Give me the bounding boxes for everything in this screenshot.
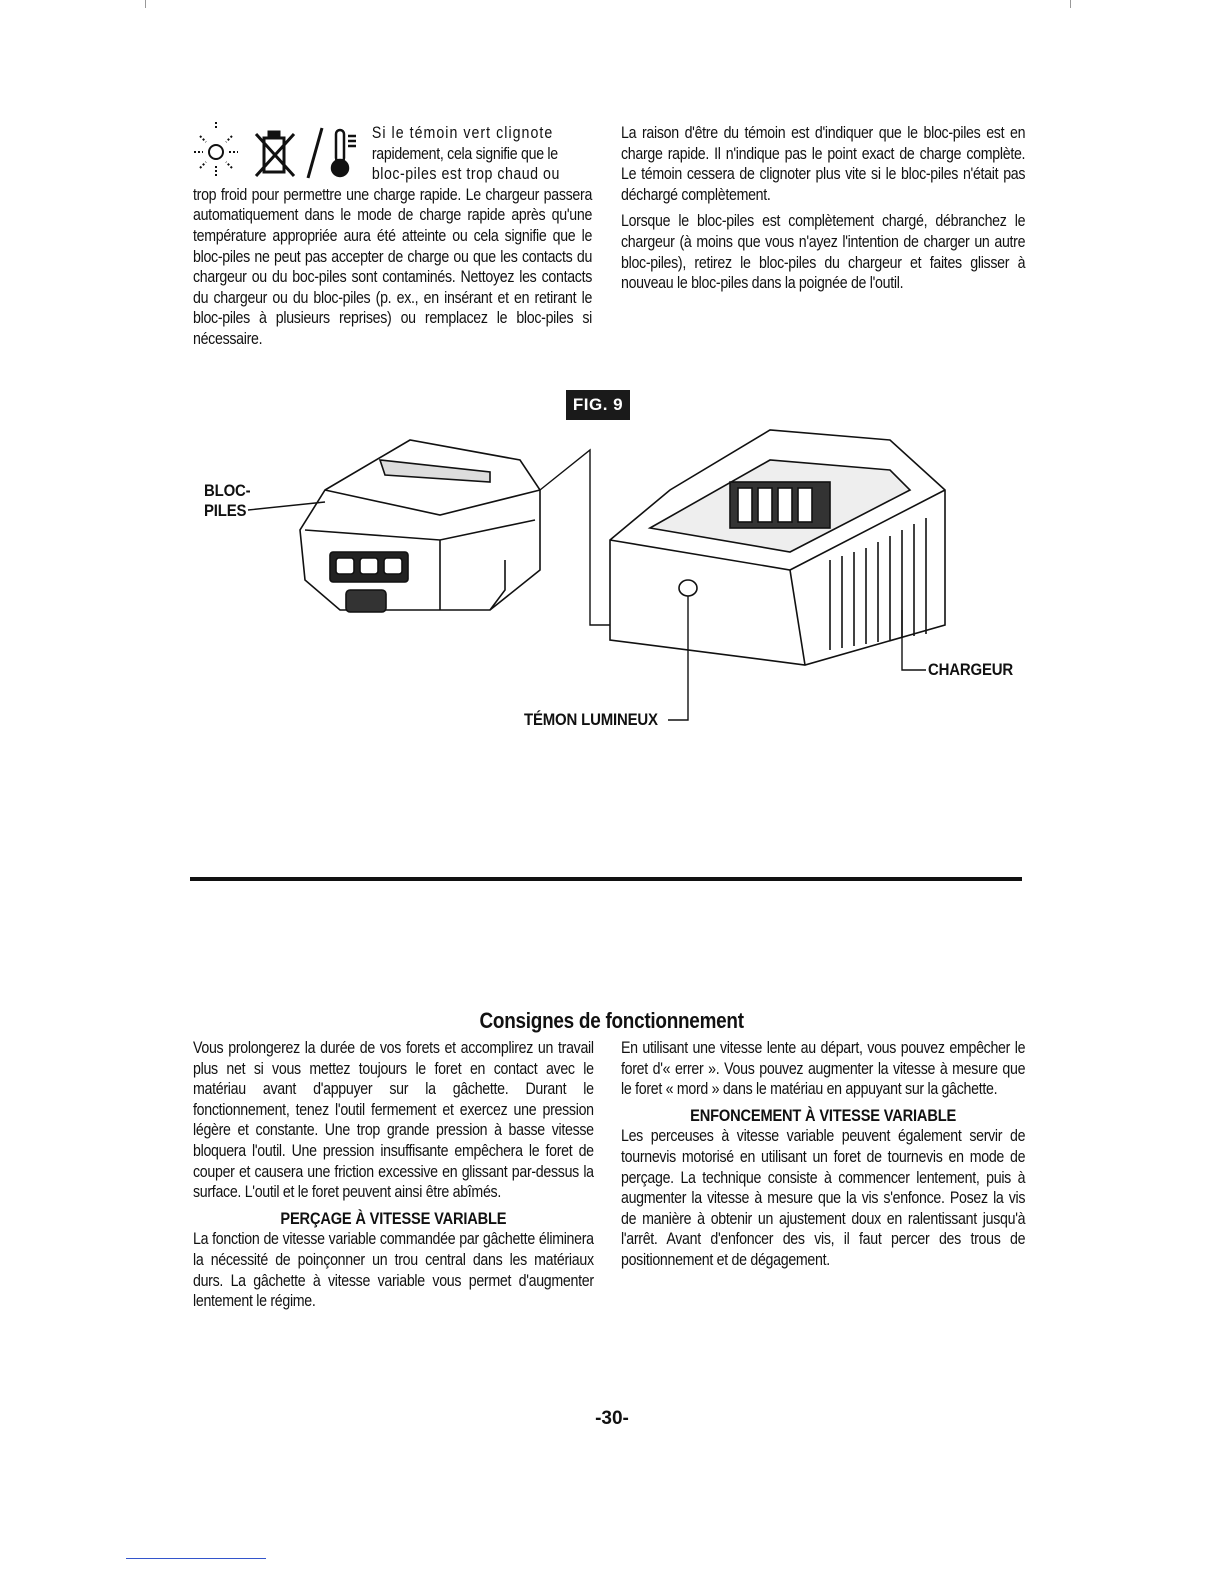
variable-speed-driving-heading: ENFONCEMENT À VITESSE VARIABLE (690, 1105, 957, 1125)
indicator-light-label: TÉMON LUMINEUX (524, 710, 658, 729)
bottom-left-column (193, 1038, 594, 1318)
variable-speed-driving-paragraph: Les perceuses à vitesse variable peuvent également servir de tournevis motorisé en utilisant un foret de tournevis en mode de perçage. La technique consiste à commencer lentement, puis à augmenter la vitesse à mesure que la vis s'enfonce. Posez la vis de manière à obtenir un ajustement doux en ralentissant jusqu'à l'arrêt. Avant d'enfoncer des vis, il faut percer des trous de positionnement et de dégagement. (621, 1127, 1026, 1269)
battery-label-1: BLOC- (204, 481, 251, 500)
battery-pack-drawing (300, 440, 540, 612)
crop-mark-left (145, 0, 146, 8)
warning-paragraph (193, 123, 592, 350)
warning-line-1: Si le témoin vert clignote (371, 124, 554, 142)
section-title-text: Consignes de fonctionnement (479, 1008, 745, 1033)
charger-label: CHARGEUR (928, 660, 1014, 679)
warning-line-3: bloc-piles est trop chaud ou (371, 165, 560, 184)
variable-speed-drilling-heading: PERÇAGE À VITESSE VARIABLE (280, 1208, 507, 1228)
bottom-right-column (621, 1038, 1025, 1277)
operation-paragraph: Vous prolongerez la durée de vos forets et accomplirez un travail plus net si vous mettez toujours le foret en contact avec le matériau avant d'appuyer sur la gâchette. Durant le fonctionnement, tenez l'outil fermement et exercez une pression légère et constante. Une trop grande pression à basse vitesse bloquera l'outil. Une pression insuffisante empêchera le foret de couper et causera une friction excessive en glissant par-dessus la surface. L'outil et le foret peuvent ainsi être abîmés. (193, 1039, 594, 1202)
crop-mark-right (1070, 0, 1071, 8)
figure-badge: FIG. 9 (566, 390, 630, 420)
section-divider (190, 877, 1022, 881)
indicator-light-icon (679, 580, 697, 596)
charger-drawing (610, 430, 945, 665)
indicator-paragraph: La raison d'être du témoin est d'indiquer que le bloc-piles est en charge rapide. Il n'indique pas le point exact de charge complète. Le témoin cessera de clignoter plus vite si le bloc-piles n'était pas déchargé complètement. (621, 124, 1026, 204)
page-number: -30- (595, 1408, 629, 1429)
top-right-column (621, 123, 1025, 300)
charged-paragraph: Lorsque le bloc-piles est complètement chargé, débranchez le chargeur (à moins que vous n'ayez l'intention de charger un autre bloc-piles), retirez le bloc-piles du chargeur et faites glisser à nouveau le bloc-piles dans la poignée de l'outil. (621, 212, 1026, 293)
charger-figure (190, 420, 1030, 740)
warning-body: trop froid pour permettre une charge rapide. Le chargeur passera automatiquement dans le mode de charge rapide après qu'une température appropriée aura été atteinte ou cela signifie que le bloc-piles ne peut pas accepter de charge ou que les contacts du chargeur ou du boc-piles sont contaminés. Nettoyez les contacts du chargeur ou du bloc-piles (p. ex., en insérant et en retirant le bloc-piles à plusieurs reprises) ou remplacez le bloc-piles si nécessaire. (193, 185, 593, 348)
battery-label-2: PILES (204, 501, 247, 520)
section-title (0, 1008, 1224, 1034)
variable-speed-drilling-paragraph: La fonction de vitesse variable commandée par gâchette éliminera la nécessité de poinçonner un trou central dans les matériaux durs. La gâchette à vitesse variable vous permet d'augmenter lentement le régime. (193, 1230, 594, 1311)
bottom-edge-line (126, 1558, 266, 1559)
slow-speed-paragraph: En utilisant une vitesse lente au départ, vous pouvez empêcher le foret d'« errer ». Vous pouvez augmenter la vitesse à mesure que le foret « mord » dans le matériau en appuyant sur la gâchette. (621, 1039, 1026, 1099)
warning-line-2: rapidement, cela signifie que le (371, 144, 558, 163)
